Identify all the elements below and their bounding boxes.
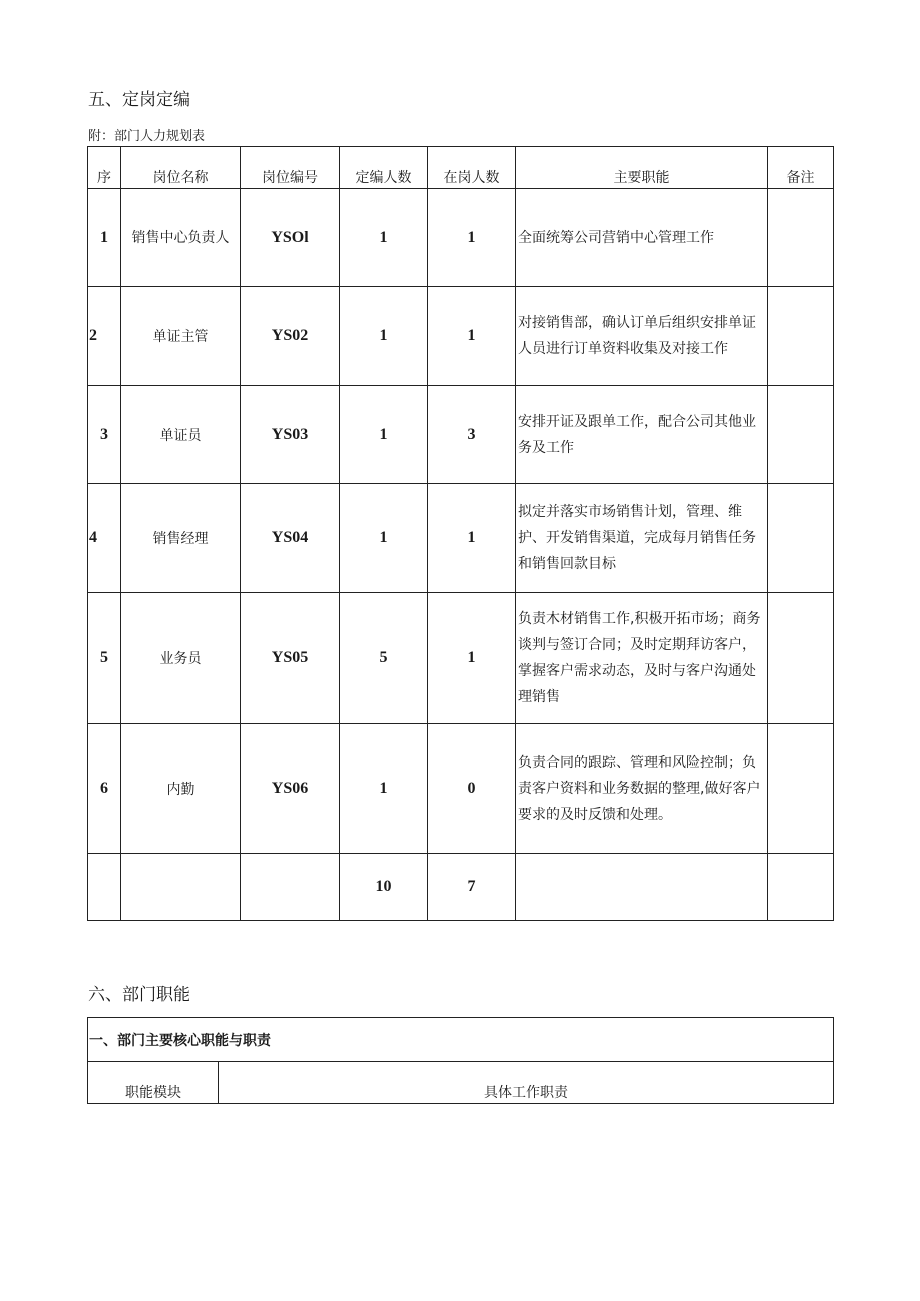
cell-seq: 4	[88, 484, 121, 593]
cell-empty	[121, 854, 241, 921]
cell-empty	[241, 854, 340, 921]
table-header-row	[88, 147, 834, 189]
header-function-module: 职能模块	[88, 1062, 219, 1104]
cell-position-code: YS03	[241, 386, 340, 484]
functions-table	[87, 1017, 834, 1104]
cell-position-name: 单证主管	[121, 287, 241, 386]
cell-quota: 1	[340, 189, 428, 287]
table-row	[88, 724, 834, 854]
table-row	[88, 386, 834, 484]
cell-seq: 3	[88, 386, 121, 484]
functions-table-title: 一、部门主要核心职能与职责	[88, 1018, 834, 1062]
cell-remarks	[768, 386, 834, 484]
cell-duties: 安排开证及跟单工作，配合公司其他业务及工作	[516, 386, 768, 484]
header-quota: 定编人数	[340, 147, 428, 189]
cell-seq: 2	[88, 287, 121, 386]
cell-remarks	[768, 287, 834, 386]
cell-on-duty: 3	[428, 386, 516, 484]
section-title-functions: 六、部门职能	[88, 985, 190, 1005]
cell-position-code: YS05	[241, 593, 340, 724]
cell-empty	[768, 854, 834, 921]
cell-position-code: YS06	[241, 724, 340, 854]
cell-position-name: 单证员	[121, 386, 241, 484]
table-total-row	[88, 854, 834, 921]
cell-duties: 负责合同的跟踪、管理和风险控制；负责客户资料和业务数据的整理,做好客户要求的及时反馈和处理。	[516, 724, 768, 854]
cell-remarks	[768, 484, 834, 593]
cell-quota: 1	[340, 386, 428, 484]
header-position-name: 岗位名称	[121, 147, 241, 189]
cell-empty	[516, 854, 768, 921]
cell-position-code: YS04	[241, 484, 340, 593]
cell-duties: 拟定并落实市场销售计划，管理、维护、开发销售渠道，完成每月销售任务和销售回款目标	[516, 484, 768, 593]
table-caption: 附：部门人力规划表	[88, 129, 206, 144]
cell-remarks	[768, 593, 834, 724]
cell-seq: 1	[88, 189, 121, 287]
header-on-duty: 在岗人数	[428, 147, 516, 189]
cell-quota: 5	[340, 593, 428, 724]
cell-duties: 全面统筹公司营销中心管理工作	[516, 189, 768, 287]
header-remarks: 备注	[768, 147, 834, 189]
cell-quota: 1	[340, 724, 428, 854]
cell-position-code: YS02	[241, 287, 340, 386]
cell-position-code: YSOl	[241, 189, 340, 287]
cell-total-quota: 10	[340, 854, 428, 921]
cell-on-duty: 1	[428, 484, 516, 593]
cell-seq: 5	[88, 593, 121, 724]
cell-total-on-duty: 7	[428, 854, 516, 921]
cell-duties: 对接销售部，确认订单后组织安排单证人员进行订单资料收集及对接工作	[516, 287, 768, 386]
cell-quota: 1	[340, 484, 428, 593]
header-main-duties: 主要职能	[516, 147, 768, 189]
table-row	[88, 593, 834, 724]
table-row	[88, 287, 834, 386]
cell-empty	[88, 854, 121, 921]
header-position-code: 岗位编号	[241, 147, 340, 189]
cell-on-duty: 1	[428, 189, 516, 287]
cell-on-duty: 0	[428, 724, 516, 854]
cell-position-name: 内勤	[121, 724, 241, 854]
staffing-table	[87, 146, 834, 921]
cell-remarks	[768, 724, 834, 854]
table-row	[88, 189, 834, 287]
cell-duties: 负责木材销售工作,积极开拓市场；商务谈判与签订合同；及时定期拜访客户，掌握客户需求动态，及时与客户沟通处理销售	[516, 593, 768, 724]
cell-seq: 6	[88, 724, 121, 854]
section-title-staffing: 五、定岗定编	[88, 90, 190, 110]
cell-remarks	[768, 189, 834, 287]
cell-quota: 1	[340, 287, 428, 386]
cell-on-duty: 1	[428, 287, 516, 386]
cell-position-name: 销售经理	[121, 484, 241, 593]
cell-position-name: 业务员	[121, 593, 241, 724]
cell-on-duty: 1	[428, 593, 516, 724]
header-seq: 序	[88, 147, 121, 189]
header-specific-duties: 具体工作职责	[219, 1062, 834, 1104]
table-row	[88, 484, 834, 593]
cell-position-name: 销售中心负责人	[121, 189, 241, 287]
